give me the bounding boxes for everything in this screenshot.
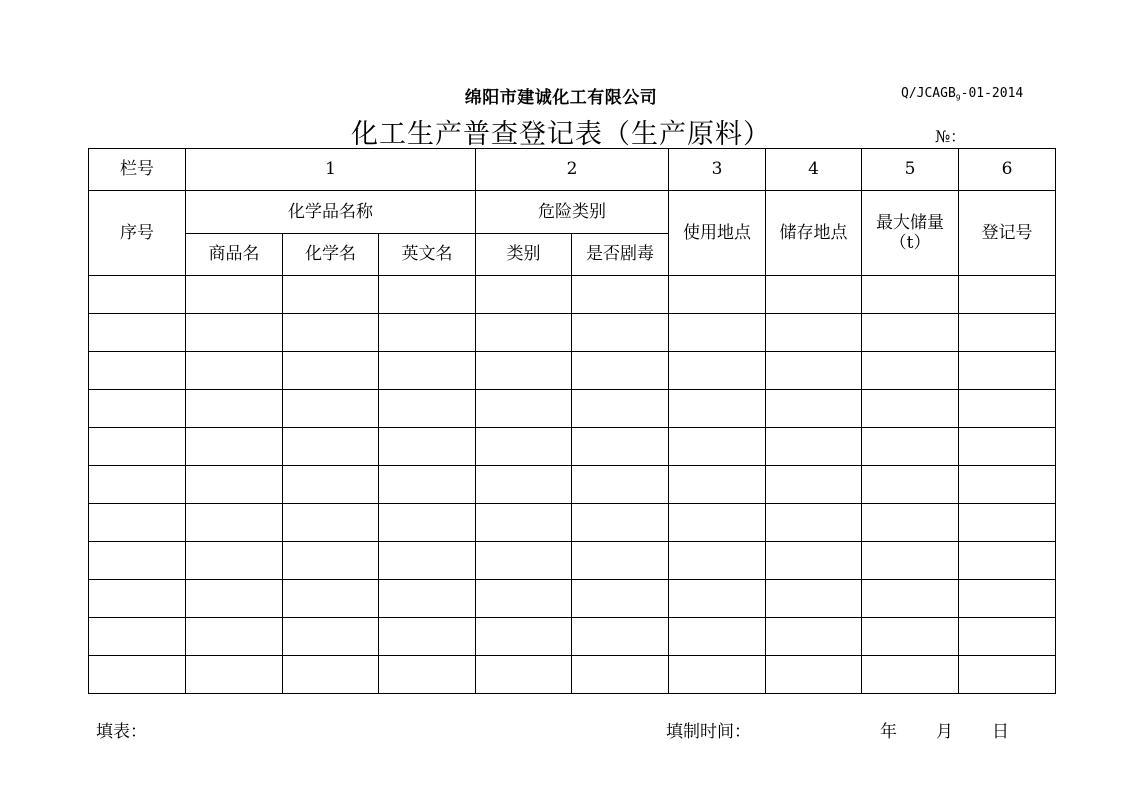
cell-registration-no[interactable] <box>959 504 1056 542</box>
cell-serial[interactable] <box>89 428 186 466</box>
cell-trade-name[interactable] <box>186 504 283 542</box>
cell-english-name[interactable] <box>379 580 476 618</box>
cell-highly-toxic[interactable] <box>572 390 669 428</box>
column-number-3: 3 <box>669 149 766 191</box>
header-max-storage-label: 最大储量 <box>876 212 945 233</box>
cell-registration-no[interactable] <box>959 390 1056 428</box>
cell-max-storage[interactable] <box>862 618 959 656</box>
cell-max-storage[interactable] <box>862 390 959 428</box>
cell-chemical-name[interactable] <box>283 428 379 466</box>
cell-serial[interactable] <box>89 276 186 314</box>
cell-english-name[interactable] <box>379 390 476 428</box>
cell-english-name[interactable] <box>379 314 476 352</box>
cell-category[interactable] <box>476 542 572 580</box>
cell-serial[interactable] <box>89 314 186 352</box>
cell-max-storage[interactable] <box>862 352 959 390</box>
column-number-1: 1 <box>186 149 476 191</box>
cell-serial[interactable] <box>89 352 186 390</box>
cell-serial[interactable] <box>89 656 186 694</box>
cell-trade-name[interactable] <box>186 466 283 504</box>
cell-english-name[interactable] <box>379 504 476 542</box>
cell-use-location[interactable] <box>669 390 766 428</box>
column-number-4: 4 <box>766 149 862 191</box>
cell-use-location[interactable] <box>669 656 766 694</box>
cell-registration-no[interactable] <box>959 618 1056 656</box>
cell-max-storage[interactable] <box>862 656 959 694</box>
cell-chemical-name[interactable] <box>283 314 379 352</box>
cell-registration-no[interactable] <box>959 542 1056 580</box>
cell-storage-location[interactable] <box>766 504 862 542</box>
cell-english-name[interactable] <box>379 428 476 466</box>
cell-chemical-name[interactable] <box>283 618 379 656</box>
header-chemical-name: 化学名 <box>283 234 379 276</box>
cell-max-storage[interactable] <box>862 428 959 466</box>
cell-use-location[interactable] <box>669 504 766 542</box>
cell-use-location[interactable] <box>669 428 766 466</box>
header-registration-no: 登记号 <box>959 191 1056 276</box>
filled-by-label: 填表： <box>96 722 147 742</box>
table-row <box>89 618 1056 656</box>
cell-storage-location[interactable] <box>766 466 862 504</box>
cell-serial[interactable] <box>89 580 186 618</box>
cell-registration-no[interactable] <box>959 352 1056 390</box>
table-row <box>89 314 1056 352</box>
header-storage-location: 储存地点 <box>766 191 862 276</box>
header-serial: 序号 <box>89 191 186 276</box>
cell-use-location[interactable] <box>669 542 766 580</box>
cell-category[interactable] <box>476 504 572 542</box>
column-number-5: 5 <box>862 149 959 191</box>
cell-registration-no[interactable] <box>959 276 1056 314</box>
cell-max-storage[interactable] <box>862 466 959 504</box>
cell-english-name[interactable] <box>379 352 476 390</box>
cell-trade-name[interactable] <box>186 656 283 694</box>
header-category: 类别 <box>476 234 572 276</box>
cell-registration-no[interactable] <box>959 656 1056 694</box>
cell-category[interactable] <box>476 352 572 390</box>
cell-category[interactable] <box>476 618 572 656</box>
cell-registration-no[interactable] <box>959 314 1056 352</box>
cell-highly-toxic[interactable] <box>572 656 669 694</box>
cell-chemical-name[interactable] <box>283 466 379 504</box>
month-label: 月 <box>936 722 953 742</box>
document-code-suffix: -01-2014 <box>960 86 1024 101</box>
column-number-6: 6 <box>959 149 1056 191</box>
cell-trade-name[interactable] <box>186 276 283 314</box>
cell-use-location[interactable] <box>669 352 766 390</box>
cell-storage-location[interactable] <box>766 314 862 352</box>
cell-highly-toxic[interactable] <box>572 428 669 466</box>
cell-highly-toxic[interactable] <box>572 542 669 580</box>
cell-category[interactable] <box>476 276 572 314</box>
table-row <box>89 504 1056 542</box>
cell-chemical-name[interactable] <box>283 276 379 314</box>
cell-storage-location[interactable] <box>766 428 862 466</box>
cell-storage-location[interactable] <box>766 276 862 314</box>
cell-max-storage[interactable] <box>862 276 959 314</box>
table-row <box>89 276 1056 314</box>
table-row <box>89 390 1056 428</box>
table-row <box>89 428 1056 466</box>
cell-trade-name[interactable] <box>186 352 283 390</box>
cell-category[interactable] <box>476 390 572 428</box>
cell-highly-toxic[interactable] <box>572 504 669 542</box>
header-english-name: 英文名 <box>379 234 476 276</box>
table-row <box>89 542 1056 580</box>
cell-max-storage[interactable] <box>862 580 959 618</box>
header-chemical-name-group: 化学品名称 <box>186 191 476 234</box>
cell-serial[interactable] <box>89 504 186 542</box>
cell-chemical-name[interactable] <box>283 542 379 580</box>
cell-use-location[interactable] <box>669 466 766 504</box>
cell-trade-name[interactable] <box>186 314 283 352</box>
cell-chemical-name[interactable] <box>283 656 379 694</box>
cell-category[interactable] <box>476 314 572 352</box>
company-name: 绵阳市建诚化工有限公司 <box>464 88 658 108</box>
column-number-row <box>89 149 1056 191</box>
cell-chemical-name[interactable] <box>283 390 379 428</box>
header-max-storage-unit: （t） <box>889 233 931 253</box>
cell-highly-toxic[interactable] <box>572 276 669 314</box>
cell-highly-toxic[interactable] <box>572 314 669 352</box>
cell-trade-name[interactable] <box>186 428 283 466</box>
cell-chemical-name[interactable] <box>283 352 379 390</box>
cell-use-location[interactable] <box>669 580 766 618</box>
table-row <box>89 580 1056 618</box>
cell-storage-location[interactable] <box>766 656 862 694</box>
form-title: 化工生产普查登记表（生产原料） <box>351 119 771 150</box>
cell-english-name[interactable] <box>379 618 476 656</box>
cell-storage-location[interactable] <box>766 390 862 428</box>
cell-english-name[interactable] <box>379 656 476 694</box>
cell-english-name[interactable] <box>379 276 476 314</box>
table-row <box>89 656 1056 694</box>
cell-registration-no[interactable] <box>959 580 1056 618</box>
header-highly-toxic: 是否剧毒 <box>572 234 669 276</box>
cell-serial[interactable] <box>89 466 186 504</box>
document-code-subscript: 9 <box>955 93 961 103</box>
cell-use-location[interactable] <box>669 618 766 656</box>
cell-highly-toxic[interactable] <box>572 580 669 618</box>
cell-category[interactable] <box>476 656 572 694</box>
cell-registration-no[interactable] <box>959 466 1056 504</box>
header-row-1 <box>89 191 1056 234</box>
cell-max-storage[interactable] <box>862 314 959 352</box>
cell-max-storage[interactable] <box>862 542 959 580</box>
cell-category[interactable] <box>476 428 572 466</box>
year-label: 年 <box>880 722 897 742</box>
cell-max-storage[interactable] <box>862 504 959 542</box>
cell-registration-no[interactable] <box>959 428 1056 466</box>
cell-chemical-name[interactable] <box>283 580 379 618</box>
document-code <box>901 86 1023 103</box>
cell-storage-location[interactable] <box>766 618 862 656</box>
cell-category[interactable] <box>476 580 572 618</box>
form-number-label: №： <box>935 127 967 146</box>
header-use-location: 使用地点 <box>669 191 766 276</box>
cell-category[interactable] <box>476 466 572 504</box>
cell-storage-location[interactable] <box>766 542 862 580</box>
table-row <box>89 466 1056 504</box>
column-number-label: 栏号 <box>89 149 186 191</box>
table-row <box>89 352 1056 390</box>
cell-highly-toxic[interactable] <box>572 618 669 656</box>
cell-storage-location[interactable] <box>766 352 862 390</box>
cell-serial[interactable] <box>89 542 186 580</box>
cell-use-location[interactable] <box>669 276 766 314</box>
cell-serial[interactable] <box>89 618 186 656</box>
cell-trade-name[interactable] <box>186 618 283 656</box>
cell-trade-name[interactable] <box>186 542 283 580</box>
day-label: 日 <box>992 722 1009 742</box>
cell-chemical-name[interactable] <box>283 504 379 542</box>
cell-english-name[interactable] <box>379 466 476 504</box>
cell-highly-toxic[interactable] <box>572 466 669 504</box>
cell-trade-name[interactable] <box>186 580 283 618</box>
header-hazard-group: 危险类别 <box>476 191 669 234</box>
registration-table <box>88 148 1056 694</box>
cell-serial[interactable] <box>89 390 186 428</box>
cell-use-location[interactable] <box>669 314 766 352</box>
cell-trade-name[interactable] <box>186 390 283 428</box>
cell-storage-location[interactable] <box>766 580 862 618</box>
document-code-prefix: Q/JCAGB <box>901 86 956 101</box>
column-number-2: 2 <box>476 149 669 191</box>
cell-highly-toxic[interactable] <box>572 352 669 390</box>
cell-english-name[interactable] <box>379 542 476 580</box>
fill-time-label: 填制时间： <box>666 722 751 742</box>
header-max-storage <box>862 191 959 276</box>
header-trade-name: 商品名 <box>186 234 283 276</box>
